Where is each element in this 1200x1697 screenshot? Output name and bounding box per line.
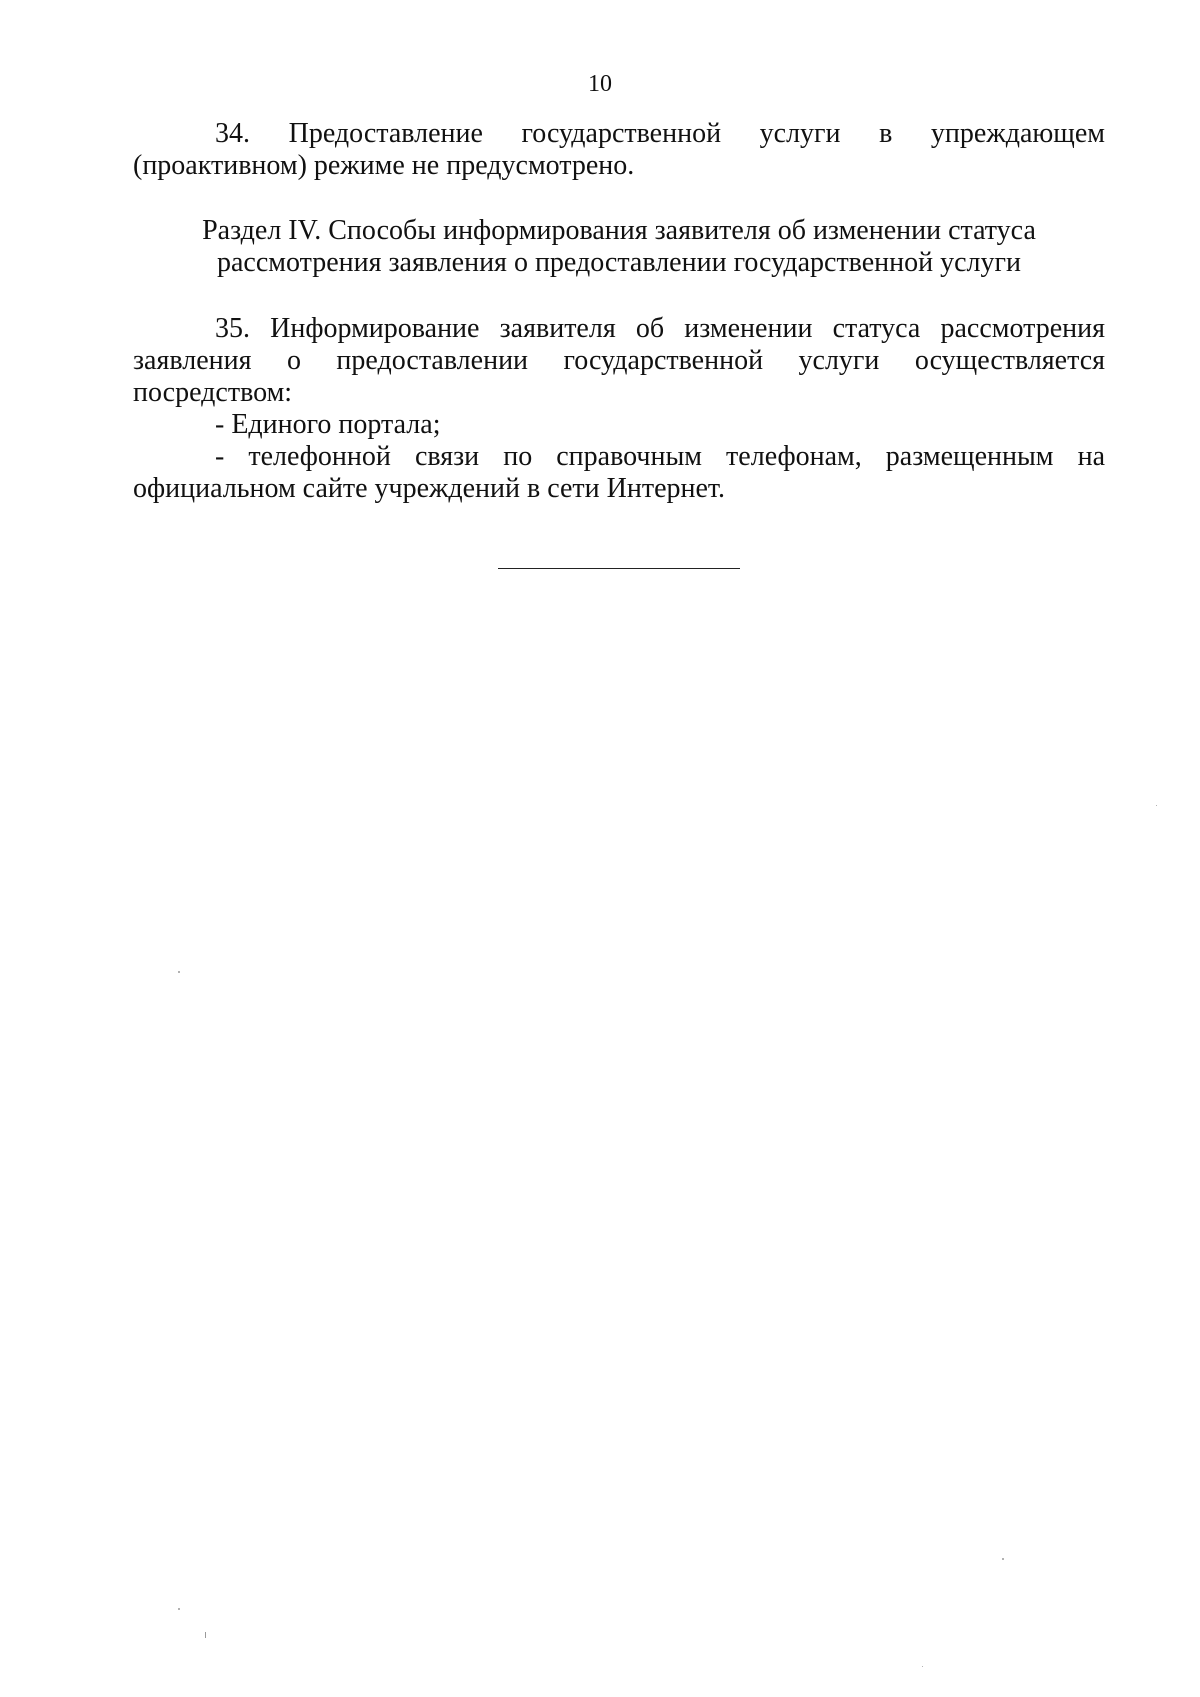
item-34-paragraph: 34. Предоставление государственной услуги в упреждающем (проактивном) режиме не предусмотрено. [133,118,1105,181]
scan-speck [1156,805,1157,806]
scan-speck [1002,1558,1004,1560]
section-heading-line-2: рассмотрения заявления о предоставлении государственной услуги [216,247,1021,278]
scan-speck [922,1666,923,1667]
end-of-text-rule [498,568,740,569]
section-heading [133,215,1105,279]
page-number: 10 [588,71,612,97]
scan-speck [178,971,180,973]
item-35-block [133,313,1105,505]
item-34-block [133,118,1105,182]
section-heading-line-1: Раздел IV. Способы информирования заявителя об изменении статуса [202,215,1036,246]
list-item-phone: - телефонной связи по справочным телефонам, размещенным на официальном сайте учреждений в сети Интернет. [133,441,1105,504]
scan-speck [178,1608,180,1610]
scan-speck [205,1632,206,1638]
list-item-portal: - Единого портала; [215,409,441,440]
item-35-paragraph: 35. Информирование заявителя об изменении статуса рассмотрения заявления о предоставлении государственной услуги осуществляется посредством: [133,313,1105,408]
